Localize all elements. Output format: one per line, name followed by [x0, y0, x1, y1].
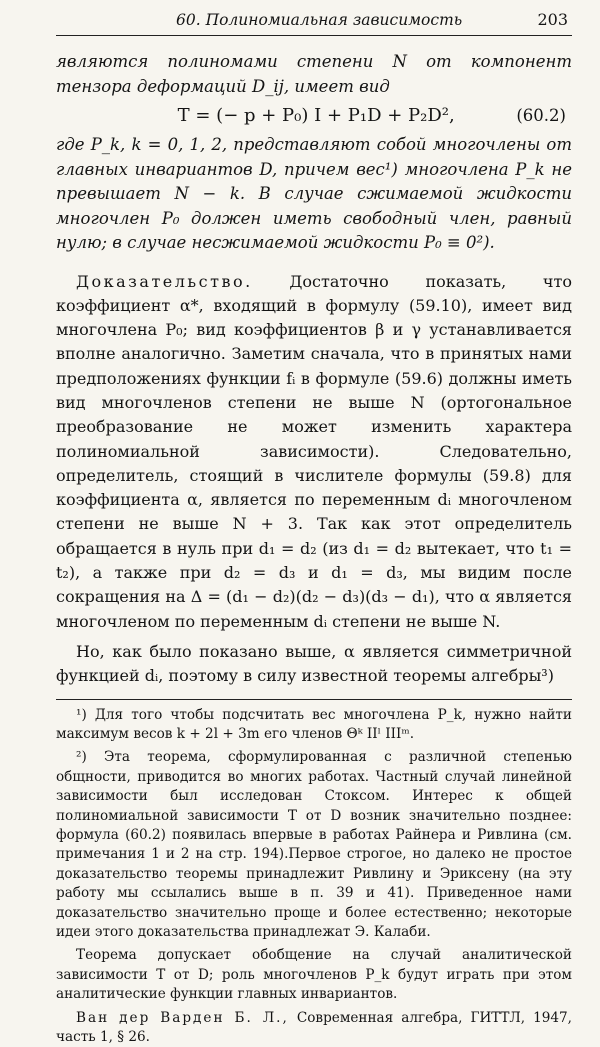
chapter-title: 60. Полиномиальная зависимость: [176, 11, 463, 29]
footnotes: [56, 699, 572, 1047]
proof-section: [56, 270, 572, 689]
theorem-statement: [56, 50, 572, 256]
equation-number: (60.2): [516, 105, 566, 125]
theorem-line-before: являются полиномами степени N от компонент тензора деформаций D_ij, имеет вид: [56, 52, 572, 96]
footnote-3: [56, 1009, 572, 1047]
proof-label: Доказательство.: [76, 271, 253, 291]
footnote-3-reference: Современная алгебра, ГИТТЛ, 1947, часть 1, § 26.: [56, 1009, 573, 1046]
theorem-line-after: где P_k, k = 0, 1, 2, представляют собой многочлены от главных инвариантов D, причем вес¹) многочлена P_k не превышает N − k. В случае сжимаемой жидкости многочлен P₀ должен иметь свободный член, равный нулю; в случае несжимаемой жидкости P₀ ≡ 0²).: [56, 135, 572, 252]
footnote-1: ¹) Для того чтобы подсчитать вес многочлена P_k, нужно найти максимум весов k + 2l + 3m его членов Θᵏ IIˡ IIIᵐ.: [56, 706, 572, 742]
proof-paragraph-1: [56, 270, 572, 634]
footnote-2: ²) Эта теорема, сформулированная с различной степенью общности, приводится во многих работах. Частный случай линейной зависимости был исследован Стоксом. Интерес к общей полиномиальной зависимости T от D возник значительно позднее: формула (60.2) появилась впервые в работах Райнера и Ривлина (см. примечания 1 и 2 на стр. 194).Первое строгое, но далеко не простое доказательство теоремы принадлежит Ривлину и Эриксену (на эту работу мы ссылались выше в п. 39 и 41). Приведенное нами доказательство значительно проще и более естественно; некоторые идеи этого доказательства принадлежат Э. Калаби.: [56, 749, 572, 941]
page-number: 203: [537, 10, 568, 29]
running-head: [56, 10, 572, 36]
footnote-3-author: Ван дер Варден Б. Л.,: [76, 1009, 289, 1026]
equation-60-2: [56, 101, 572, 131]
proof-text-1: Достаточно показать, что коэффициент α*, входящий в формулу (59.10), имеет вид многочлена P₀; вид коэффициентов β и γ устанавливается вполне аналогично. Заметим сначала, что в принятых нами предположениях функции fᵢ в формуле (59.6) должны иметь вид многочленов степени не выше N (ортогональное преобразование не может изменить характера полиномиальной зависимости). Следовательно, определитель, стоящий в числителе формулы (59.8) для коэффициента α, является по переменным dᵢ многочленом степени не выше N + 3. Так как этот определитель обращается в нуль при d₁ = d₂ (из d₁ = d₂ вытекает, что t₁ = t₂), а также при d₂ = d₃ и d₁ = d₃, мы видим после сокращения на Δ = (d₁ − d₂)(d₂ − d₃)(d₃ − d₁), что α является многочленом по переменным dᵢ степени не выше N.: [56, 271, 572, 631]
equation-formula: T = (− p + P₀) I + P₁D + P₂D²,: [177, 104, 455, 126]
proof-paragraph-2: Но, как было показано выше, α является симметричной функцией dᵢ, поэтому в силу известной теоремы алгебры³): [56, 641, 572, 686]
footnote-2-continued: Теорема допускает обобщение на случай аналитической зависимости T от D; роль многочленов P_k будут играть при этом аналитические функции главных инвариантов.: [56, 947, 572, 1003]
